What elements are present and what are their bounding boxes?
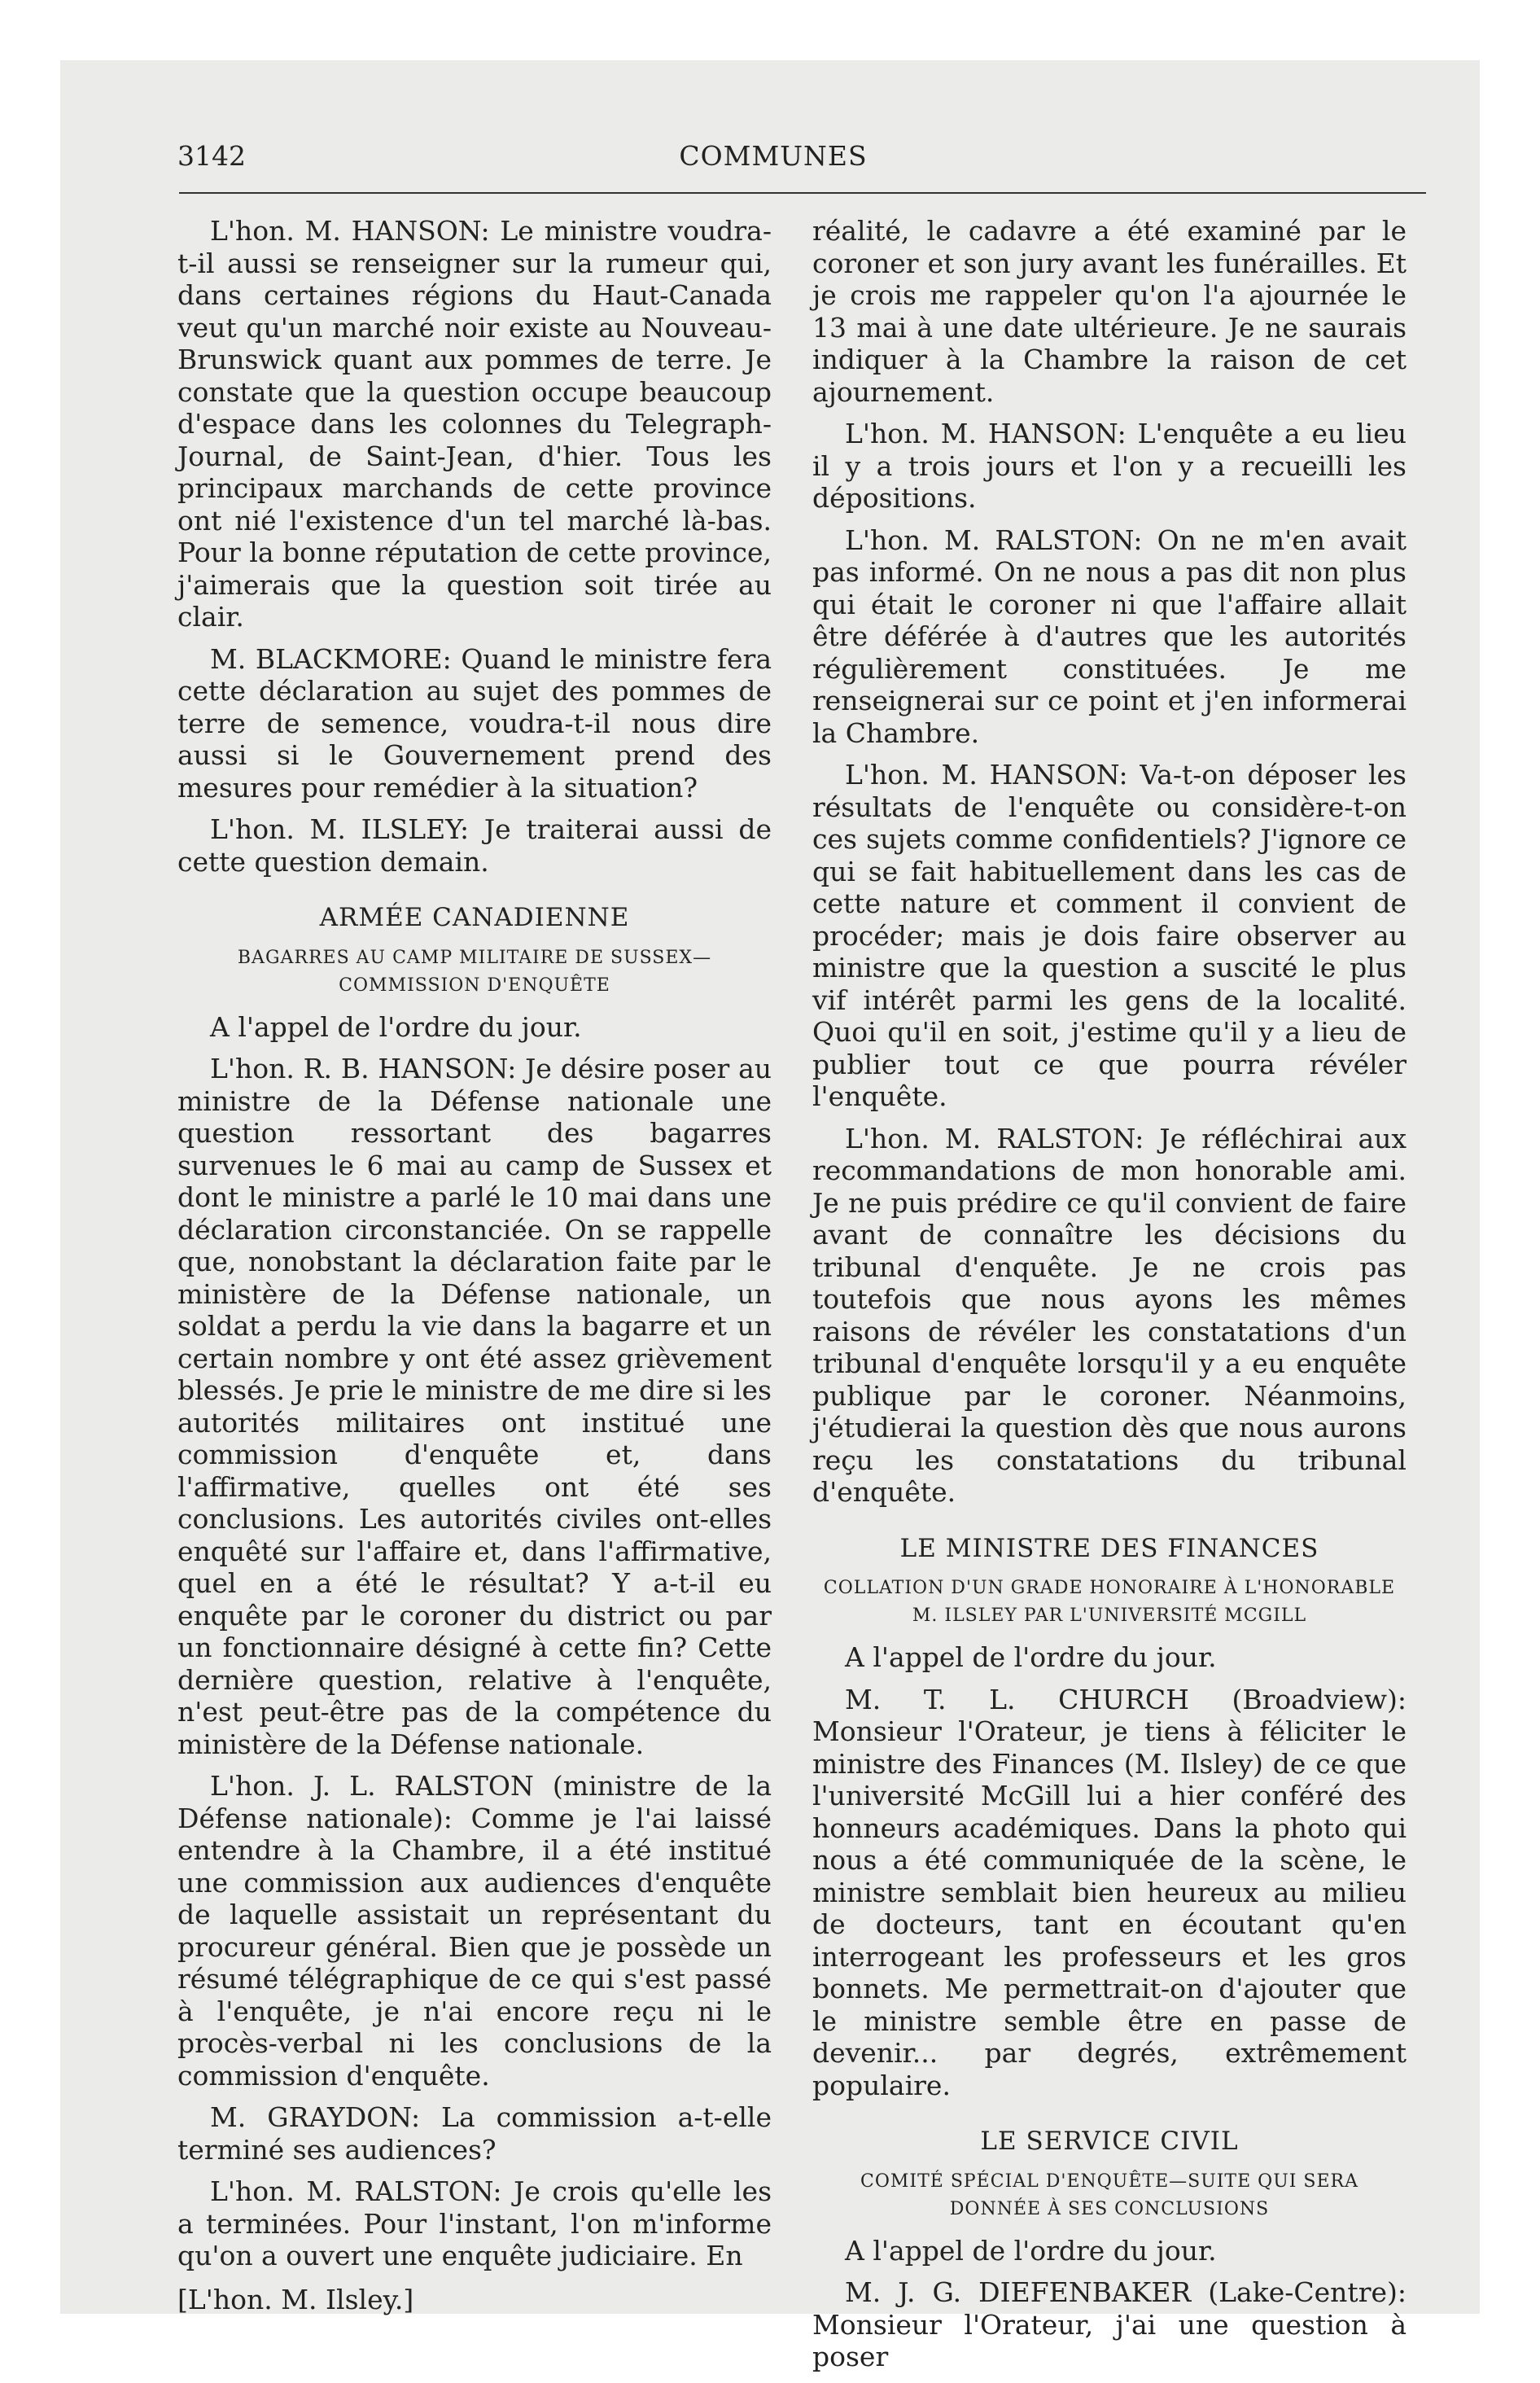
- speaker-footer: [L'hon. M. Ilsley.]: [177, 2283, 414, 2315]
- page-number: 3142: [177, 140, 246, 172]
- right-column: [812, 215, 1407, 2383]
- paragraph: réalité, le cadavre a été examiné par le coroner et son jury avant les funérailles. Et je crois me rappeler qu'on l'a ajournée le 13 mai à une date ultérieure. Je ne saurais indiquer à la Chambre la raison de cet ajournement.: [812, 215, 1407, 408]
- paragraph: M. GRAYDON: La commission a-t-elle terminé ses audiences?: [177, 2101, 772, 2166]
- paragraph: L'hon. M. RALSTON: Je crois qu'elle les a terminées. Pour l'instant, l'on m'informe qu'on a ouvert une enquête judiciaire. En: [177, 2175, 772, 2271]
- running-title: COMMUNES: [679, 140, 868, 172]
- left-column: [177, 215, 772, 2325]
- paragraph: A l'appel de l'ordre du jour.: [845, 1641, 1217, 1673]
- paragraph: M. J. G. DIEFENBAKER (Lake-Centre): Monsieur l'Orateur, j'ai une question à poser: [812, 2276, 1407, 2372]
- section-heading: ARMÉE CANADIENNE: [319, 903, 630, 932]
- paragraph: A l'appel de l'ordre du jour.: [210, 1010, 582, 1043]
- paragraph: L'hon. M. HANSON: Le ministre voudra-t-il aussi se renseigner sur la rumeur qui, dans certaines régions du Haut-Canada veut qu'un marché noir existe au Nouveau-Brunswick quant aux pommes de terre. Je constate que la question occupe beaucoup d'espace dans les colonnes du Telegraph-Journal, de Saint-Jean, d'hier. Tous les principaux marchands de cette province ont nié l'existence d'un tel marché là-bas. Pour la bonne réputation de cette province, j'aimerais que la question soit tirée au clair.: [177, 215, 772, 633]
- paragraph: L'hon. R. B. HANSON: Je désire poser au ministre de la Défense nationale une question ressortant des bagarres survenues le 6 mai au camp de Sussex et dont le ministre a parlé le 10 mai dans une déclaration circonstanciée. On se rappelle que, nonobstant la déclaration faite par le ministère de la Défense nationale, un soldat a perdu la vie dans la bagarre et un certain nombre y ont été assez grièvement blessés. Je prie le ministre de me dire si les autorités militaires ont institué une commission d'enquête et, dans l'affirmative, quelles ont été ses conclusions. Les autorités civiles ont-elles enquêté sur l'affaire et, dans l'affirmative, quel en a été le résultat? Y a-t-il eu enquête par le coroner du district ou par un fonctionnaire désigné à cette fin? Cette dernière question, relative à l'enquête, n'est peut-être pas de la compétence du ministère de la Défense nationale.: [177, 1053, 772, 1760]
- paragraph: L'hon. M. RALSTON: On ne m'en avait pas informé. On ne nous a pas dit non plus qui était le coroner ni que l'affaire allait être déférée à d'autres que les autorités régulièrement constituées. Je me renseignerai sur ce point et j'en informerai la Chambre.: [812, 523, 1407, 749]
- paragraph: M. BLACKMORE: Quand le ministre fera cette déclaration au sujet des pommes de terre de semence, voudra-t-il nous dire aussi si le Gouvernement prend des mesures pour remédier à la situation?: [177, 642, 772, 804]
- paragraph: A l'appel de l'ordre du jour.: [845, 2234, 1217, 2267]
- paragraph: L'hon. M. RALSTON: Je réfléchirai aux recommandations de mon honorable ami. Je ne puis prédire ce qu'il convient de faire avant de connaître les décisions du tribunal d'enquête. Je ne crois pas toutefois que nous ayons les mêmes raisons de révéler les constatations d'un tribunal d'enquête lorsqu'il y a eu enquête publique par le coroner. Néanmoins, j'étudierai la question dès que nous aurons reçu les constatations du tribunal d'enquête.: [812, 1122, 1407, 1508]
- paragraph: L'hon. M. ILSLEY: Je traiterai aussi de cette question demain.: [177, 813, 772, 878]
- section-subheading: COMITÉ SPÉCIAL D'ENQUÊTE—SUITE QUI SERA DONNÉE À SES CONCLUSIONS: [860, 2171, 1358, 2219]
- section-subheading: COLLATION D'UN GRADE HONORAIRE À L'HONORABLE M. ILSLEY PAR L'UNIVERSITÉ MCGILL: [823, 1578, 1396, 1626]
- paragraph: L'hon. J. L. RALSTON (ministre de la Défense nationale): Comme je l'ai laissé entendre à la Chambre, il a été institué une commission aux audiences d'enquête de laquelle assistait un représentant du procureur général. Bien que je possède un résumé télégraphique de ce qui s'est passé à l'enquête, je n'ai encore reçu ni le procès-verbal ni les conclusions de la commission d'enquête.: [177, 1770, 772, 2092]
- paragraph: M. T. L. CHURCH (Broadview): Monsieur l'Orateur, je tiens à féliciter le ministre des Finances (M. Ilsley) de ce que l'université McGill lui a hier conféré des honneurs académiques. Dans la photo qui nous a été communiquée de la scène, le ministre semblait bien heureux au milieu de docteurs, tant en écoutant qu'en interrogeant les professeurs et les gros bonnets. Me permettrait-on d'ajouter que le ministre semble être en passe de devenir... par degrés, extrêmement populaire.: [812, 1683, 1407, 2101]
- section-heading: LE SERVICE CIVIL: [980, 2127, 1239, 2156]
- section-heading: LE MINISTRE DES FINANCES: [899, 1533, 1319, 1563]
- page-header: [122, 140, 1424, 173]
- paragraph: L'hon. M. HANSON: Va-t-on déposer les résultats de l'enquête ou considère-t-on ces sujets comme confidentiels? J'ignore ce qui se fait habituellement dans les cas de cette nature et comment il convient de procéder; mais je dois faire observer au ministre que la question a suscité le plus vif intérêt parmi les gens de la localité. Quoi qu'il en soit, j'estime qu'il y a lieu de publier tout ce que pourra révéler l'enquête.: [812, 759, 1407, 1112]
- paragraph: L'hon. M. HANSON: L'enquête a eu lieu il y a trois jours et l'on y a recueilli les dépositions.: [812, 418, 1407, 514]
- header-rule: [179, 192, 1426, 194]
- section-subheading: BAGARRES AU CAMP MILITAIRE DE SUSSEX— COMMISSION D'ENQUÊTE: [237, 947, 712, 996]
